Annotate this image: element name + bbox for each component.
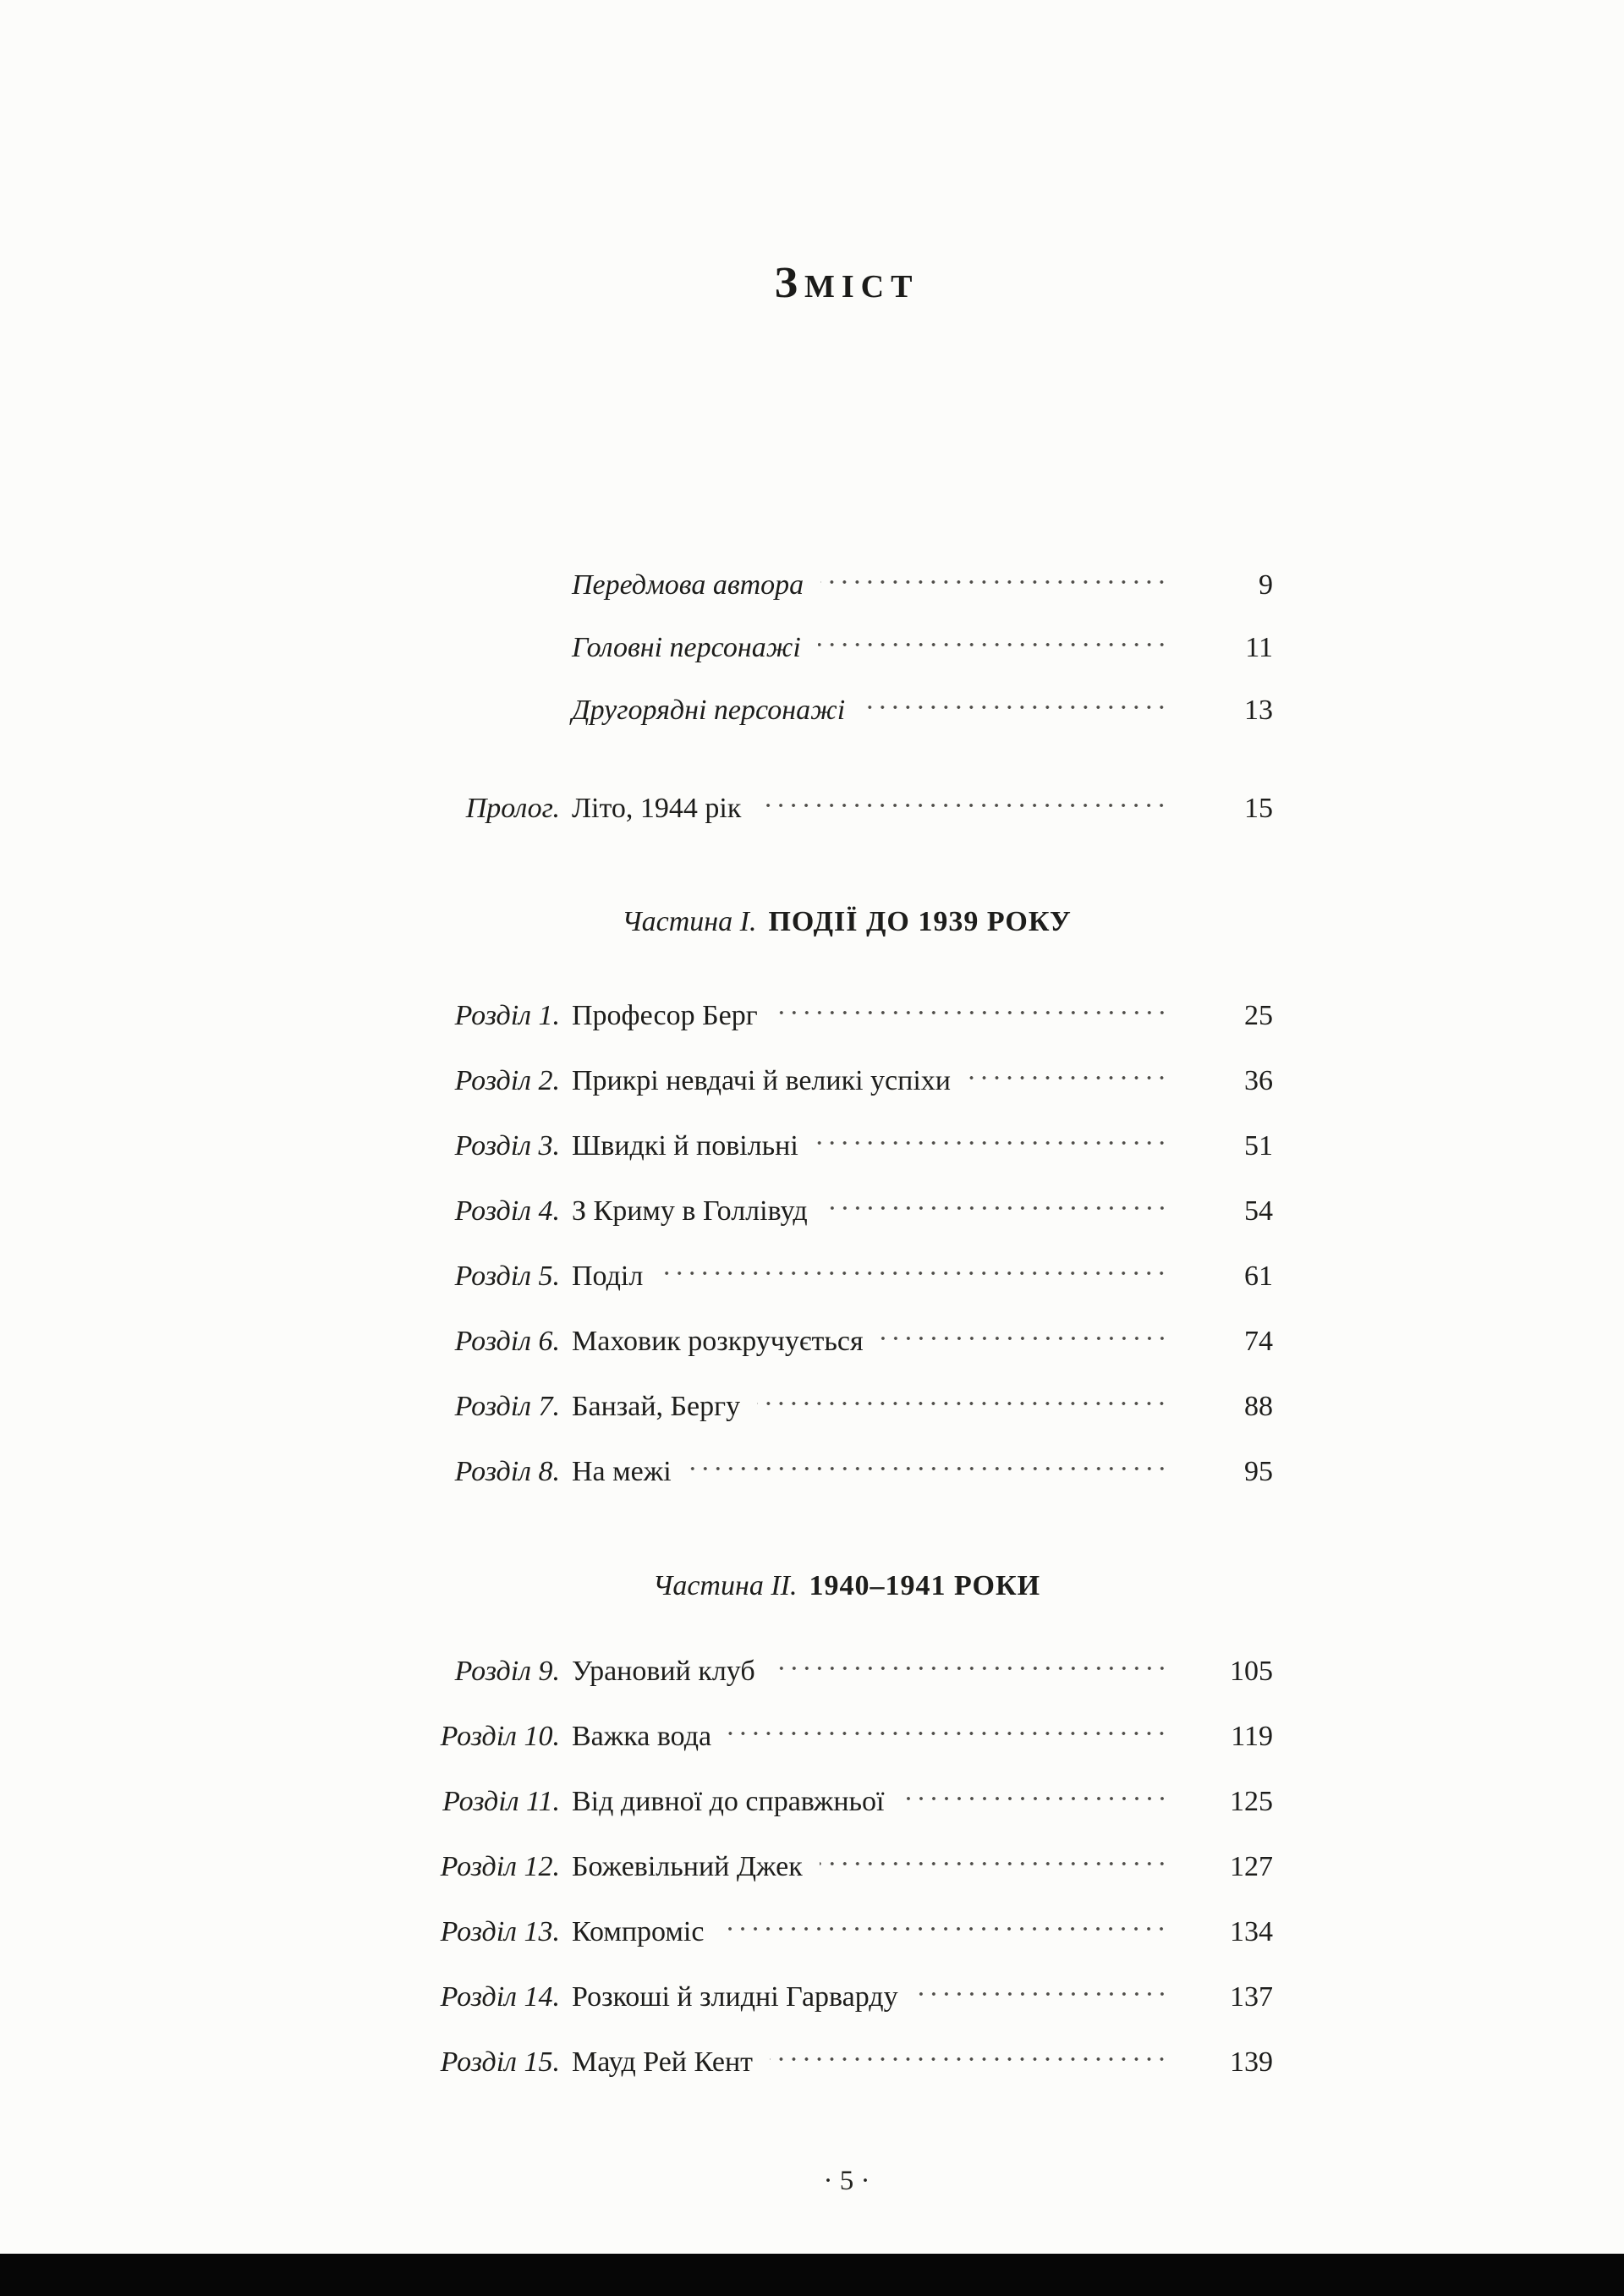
entry-page-number: 139: [1230, 2046, 1273, 2078]
dot-leader: [689, 1467, 1168, 1470]
entry-page-number: 11: [1245, 632, 1273, 663]
entry-page-number: 127: [1230, 1851, 1273, 1882]
part-1-heading: [420, 901, 1273, 943]
entry-label: Розділ 3.: [454, 1130, 560, 1162]
entry-page-number: 74: [1244, 1326, 1273, 1357]
prologue-group: [420, 777, 1273, 840]
entry-page-number: 51: [1244, 1130, 1273, 1162]
entry-page-number: 25: [1244, 1000, 1273, 1031]
entry-title: Літо, 1944 рік: [572, 793, 742, 824]
entry-label: Пролог.: [465, 793, 560, 824]
entry-title: Маховик розкручується: [572, 1326, 864, 1357]
toc-entry: [420, 554, 1273, 617]
toc-entry: [420, 1964, 1273, 2030]
entry-label: Розділ 12.: [440, 1851, 560, 1882]
entry-page-number: 36: [1244, 1065, 1273, 1096]
entry-title: На межі: [572, 1456, 672, 1487]
entry-label: Розділ 13.: [440, 1916, 560, 1947]
entry-title: Передмова автора: [572, 569, 804, 601]
entry-title: Професор Берг: [572, 1000, 758, 1031]
toc-title-rest: МІСТ: [804, 269, 919, 305]
dot-leader: [660, 1272, 1168, 1275]
toc-entry: [420, 1639, 1273, 1704]
entry-page-number: 54: [1244, 1195, 1273, 1227]
dot-leader: [775, 1011, 1168, 1014]
toc-entry: [420, 2030, 1273, 2095]
part-2-title: 1940–1941 РОКИ: [809, 1570, 1041, 1601]
toc-entry: [420, 1769, 1273, 1834]
toc-entry: [420, 1834, 1273, 1899]
entry-title: Банзай, Бергу: [572, 1391, 741, 1422]
part-2-chapters: [420, 1639, 1273, 2095]
entry-page-number: 61: [1244, 1261, 1273, 1292]
toc-entry: [420, 1113, 1273, 1178]
dot-leader: [770, 2057, 1168, 2061]
toc-entry: [420, 1439, 1273, 1504]
entry-page-number: 119: [1231, 1721, 1273, 1752]
toc-title: [420, 254, 1273, 323]
toc-content: [420, 0, 1273, 2296]
entry-title: Від дивної до справжньої: [572, 1786, 885, 1817]
entry-title: Прикрі невдачі й великі успіхи: [572, 1065, 951, 1096]
toc-entry: [420, 1048, 1273, 1113]
entry-label: Розділ 10.: [440, 1721, 560, 1752]
entry-label: Розділ 15.: [440, 2046, 560, 2078]
entry-title: Важка вода: [572, 1721, 712, 1752]
entry-label: Розділ 1.: [454, 1000, 560, 1031]
entry-label: Розділ 6.: [454, 1326, 560, 1357]
page-number-footer: · 5 ·: [823, 2166, 870, 2196]
toc-entry: [420, 617, 1273, 679]
entry-title: Божевільний Джек: [572, 1851, 803, 1882]
entry-title: Другорядні персонажі: [572, 695, 846, 726]
entry-page-number: 137: [1230, 1981, 1273, 2013]
dot-leader: [881, 1337, 1168, 1340]
entry-label: Розділ 9.: [454, 1656, 560, 1687]
part-1-chapters: [420, 983, 1273, 1504]
entry-page-number: 15: [1244, 793, 1273, 824]
part-1-title: ПОДІЇ ДО 1939 РОКУ: [768, 906, 1072, 937]
dot-leader: [818, 643, 1168, 646]
dot-leader: [721, 1927, 1168, 1931]
entry-label: Розділ 14.: [440, 1981, 560, 2013]
entry-page-number: 105: [1230, 1656, 1273, 1687]
toc-entry: [420, 1244, 1273, 1309]
entry-page-number: 13: [1244, 695, 1273, 726]
toc-entry: [420, 679, 1273, 742]
entry-label: Розділ 2.: [454, 1065, 560, 1096]
dot-leader: [758, 804, 1168, 807]
entry-label: Розділ 8.: [454, 1456, 560, 1487]
entry-label: Розділ 4.: [454, 1195, 560, 1227]
dot-leader: [862, 706, 1168, 709]
entry-page-number: 88: [1244, 1391, 1273, 1422]
entry-page-number: 95: [1244, 1456, 1273, 1487]
dot-leader: [820, 1862, 1168, 1865]
scan-bottom-edge: [0, 2254, 1624, 2296]
dot-leader: [915, 1992, 1168, 1996]
entry-title: Мауд Рей Кент: [572, 2046, 754, 2078]
part-2-label: Частина II.: [652, 1570, 798, 1601]
entry-title: Поділ: [572, 1261, 644, 1292]
entry-page-number: 9: [1259, 569, 1273, 601]
toc-entry: [420, 777, 1273, 840]
entry-title: Урановий клуб: [572, 1656, 755, 1687]
dot-leader: [902, 1797, 1168, 1800]
dot-leader: [968, 1076, 1168, 1079]
dot-leader: [815, 1141, 1168, 1145]
toc-entry: [420, 1704, 1273, 1769]
entry-title: З Криму в Голлівуд: [572, 1195, 808, 1227]
entry-title: Компроміс: [572, 1916, 705, 1947]
toc-entry: [420, 1899, 1273, 1964]
entry-label: Розділ 11.: [442, 1786, 560, 1817]
front-matter-group: [420, 554, 1273, 742]
entry-label: Розділ 7.: [454, 1391, 560, 1422]
part-2-heading: [420, 1565, 1273, 1607]
toc-entry: [420, 1178, 1273, 1244]
entry-title: Розкоші й злидні Гарварду: [572, 1981, 898, 2013]
dot-leader: [820, 580, 1168, 584]
entry-title: Головні персонажі: [572, 632, 801, 663]
toc-title-initial: З: [774, 259, 804, 307]
dot-leader: [728, 1732, 1168, 1735]
toc-entry: [420, 983, 1273, 1048]
part-1-label: Частина I.: [622, 906, 757, 937]
entry-page-number: 134: [1230, 1916, 1273, 1947]
dot-leader: [772, 1667, 1168, 1670]
entry-label: Розділ 5.: [454, 1261, 560, 1292]
toc-entry: [420, 1309, 1273, 1374]
entry-title: Швидкі й повільні: [572, 1130, 798, 1162]
entry-page-number: 125: [1230, 1786, 1273, 1817]
dot-leader: [757, 1402, 1168, 1405]
dot-leader: [825, 1206, 1168, 1210]
toc-entry: [420, 1374, 1273, 1439]
